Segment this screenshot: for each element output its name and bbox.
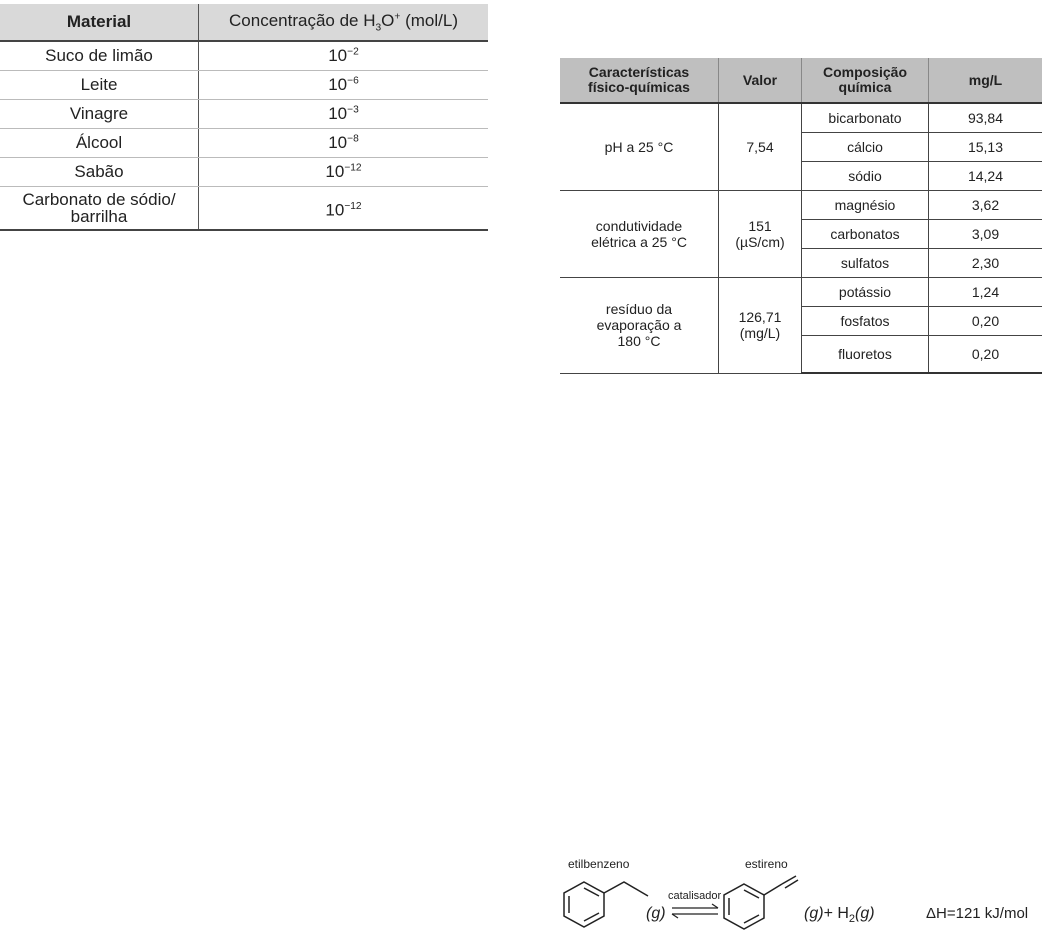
reactant-phase: (g) <box>646 905 666 922</box>
product-phase-and-h2: $(g)+ H_2(g)$ <box>804 905 875 925</box>
material-header: Material <box>0 4 199 41</box>
component-cell: magnésio <box>802 191 929 220</box>
table-row <box>0 187 488 231</box>
mgl-cell: 0,20 <box>929 336 1043 374</box>
styrene-structure <box>724 876 798 929</box>
table-row <box>0 71 488 100</box>
concentration-cell: $10^{-6}$ <box>199 71 489 100</box>
mgl-cell: 3,62 <box>929 191 1043 220</box>
table-row <box>560 191 1042 220</box>
table-row <box>560 278 1042 307</box>
component-cell: cálcio <box>802 133 929 162</box>
value-cell: 7,54 <box>719 103 802 191</box>
component-cell: carbonatos <box>802 220 929 249</box>
mgl-cell: 14,24 <box>929 162 1043 191</box>
component-cell: fosfatos <box>802 307 929 336</box>
component-cell: sulfatos <box>802 249 929 278</box>
value-header: Valor <box>719 58 802 103</box>
component-cell: fluoretos <box>802 336 929 374</box>
table-row <box>0 129 488 158</box>
mgl-cell: 15,13 <box>929 133 1043 162</box>
reactant-label: etilbenzeno <box>568 857 630 871</box>
catalyst-label: catalisador <box>668 890 722 902</box>
table-row <box>0 158 488 187</box>
product-label: estireno <box>745 857 788 871</box>
property-cell: resíduo da evaporação a 180 °C <box>560 278 719 374</box>
table-row <box>560 103 1042 133</box>
table-row <box>0 100 488 129</box>
material-cell: Carbonato de sódio/ barrilha <box>0 187 199 231</box>
mgl-cell: 2,30 <box>929 249 1043 278</box>
mgl-header: mg/L <box>929 58 1043 103</box>
equilibrium-arrow <box>672 904 718 918</box>
concentration-header: Concentração de $H_3O^+$ (mol/L) <box>199 4 489 41</box>
table-row <box>0 41 488 71</box>
material-cell: Sabão <box>0 158 199 187</box>
ethylbenzene-structure <box>564 882 648 927</box>
mgl-cell: 0,20 <box>929 307 1043 336</box>
component-cell: sódio <box>802 162 929 191</box>
property-cell: condutividade elétrica a 25 °C <box>560 191 719 278</box>
mgl-cell: 1,24 <box>929 278 1043 307</box>
material-cell: Suco de limão <box>0 41 199 71</box>
characteristics-header: Características físico-químicas <box>560 58 719 103</box>
mgl-cell: 93,84 <box>929 103 1043 133</box>
material-cell: Leite <box>0 71 199 100</box>
concentration-cell: $10^{-3}$ <box>199 100 489 129</box>
mineral-water-table-header <box>560 58 1042 103</box>
component-cell: potássio <box>802 278 929 307</box>
concentration-cell: $10^{-2}$ <box>199 41 489 71</box>
material-cell: Vinagre <box>0 100 199 129</box>
concentration-cell: $10^{-12}$ <box>199 158 489 187</box>
composition-header: Composição química <box>802 58 929 103</box>
mgl-cell: 3,09 <box>929 220 1043 249</box>
component-cell: bicarbonato <box>802 103 929 133</box>
property-cell: pH a 25 °C <box>560 103 719 191</box>
value-cell: 126,71 (mg/L) <box>719 278 802 374</box>
mineral-water-table <box>560 58 1042 374</box>
dehydrogenation-reaction <box>560 852 1049 947</box>
enthalpy-label: ΔH=121 kJ/mol <box>926 905 1029 922</box>
material-cell: Álcool <box>0 129 199 158</box>
reaction-scheme <box>560 852 1049 947</box>
concentration-table <box>0 4 488 231</box>
concentration-cell: $10^{-8}$ <box>199 129 489 158</box>
concentration-table-header <box>0 4 488 41</box>
value-cell: 151 (µS/cm) <box>719 191 802 278</box>
concentration-cell: $10^{-12}$ <box>199 187 489 231</box>
